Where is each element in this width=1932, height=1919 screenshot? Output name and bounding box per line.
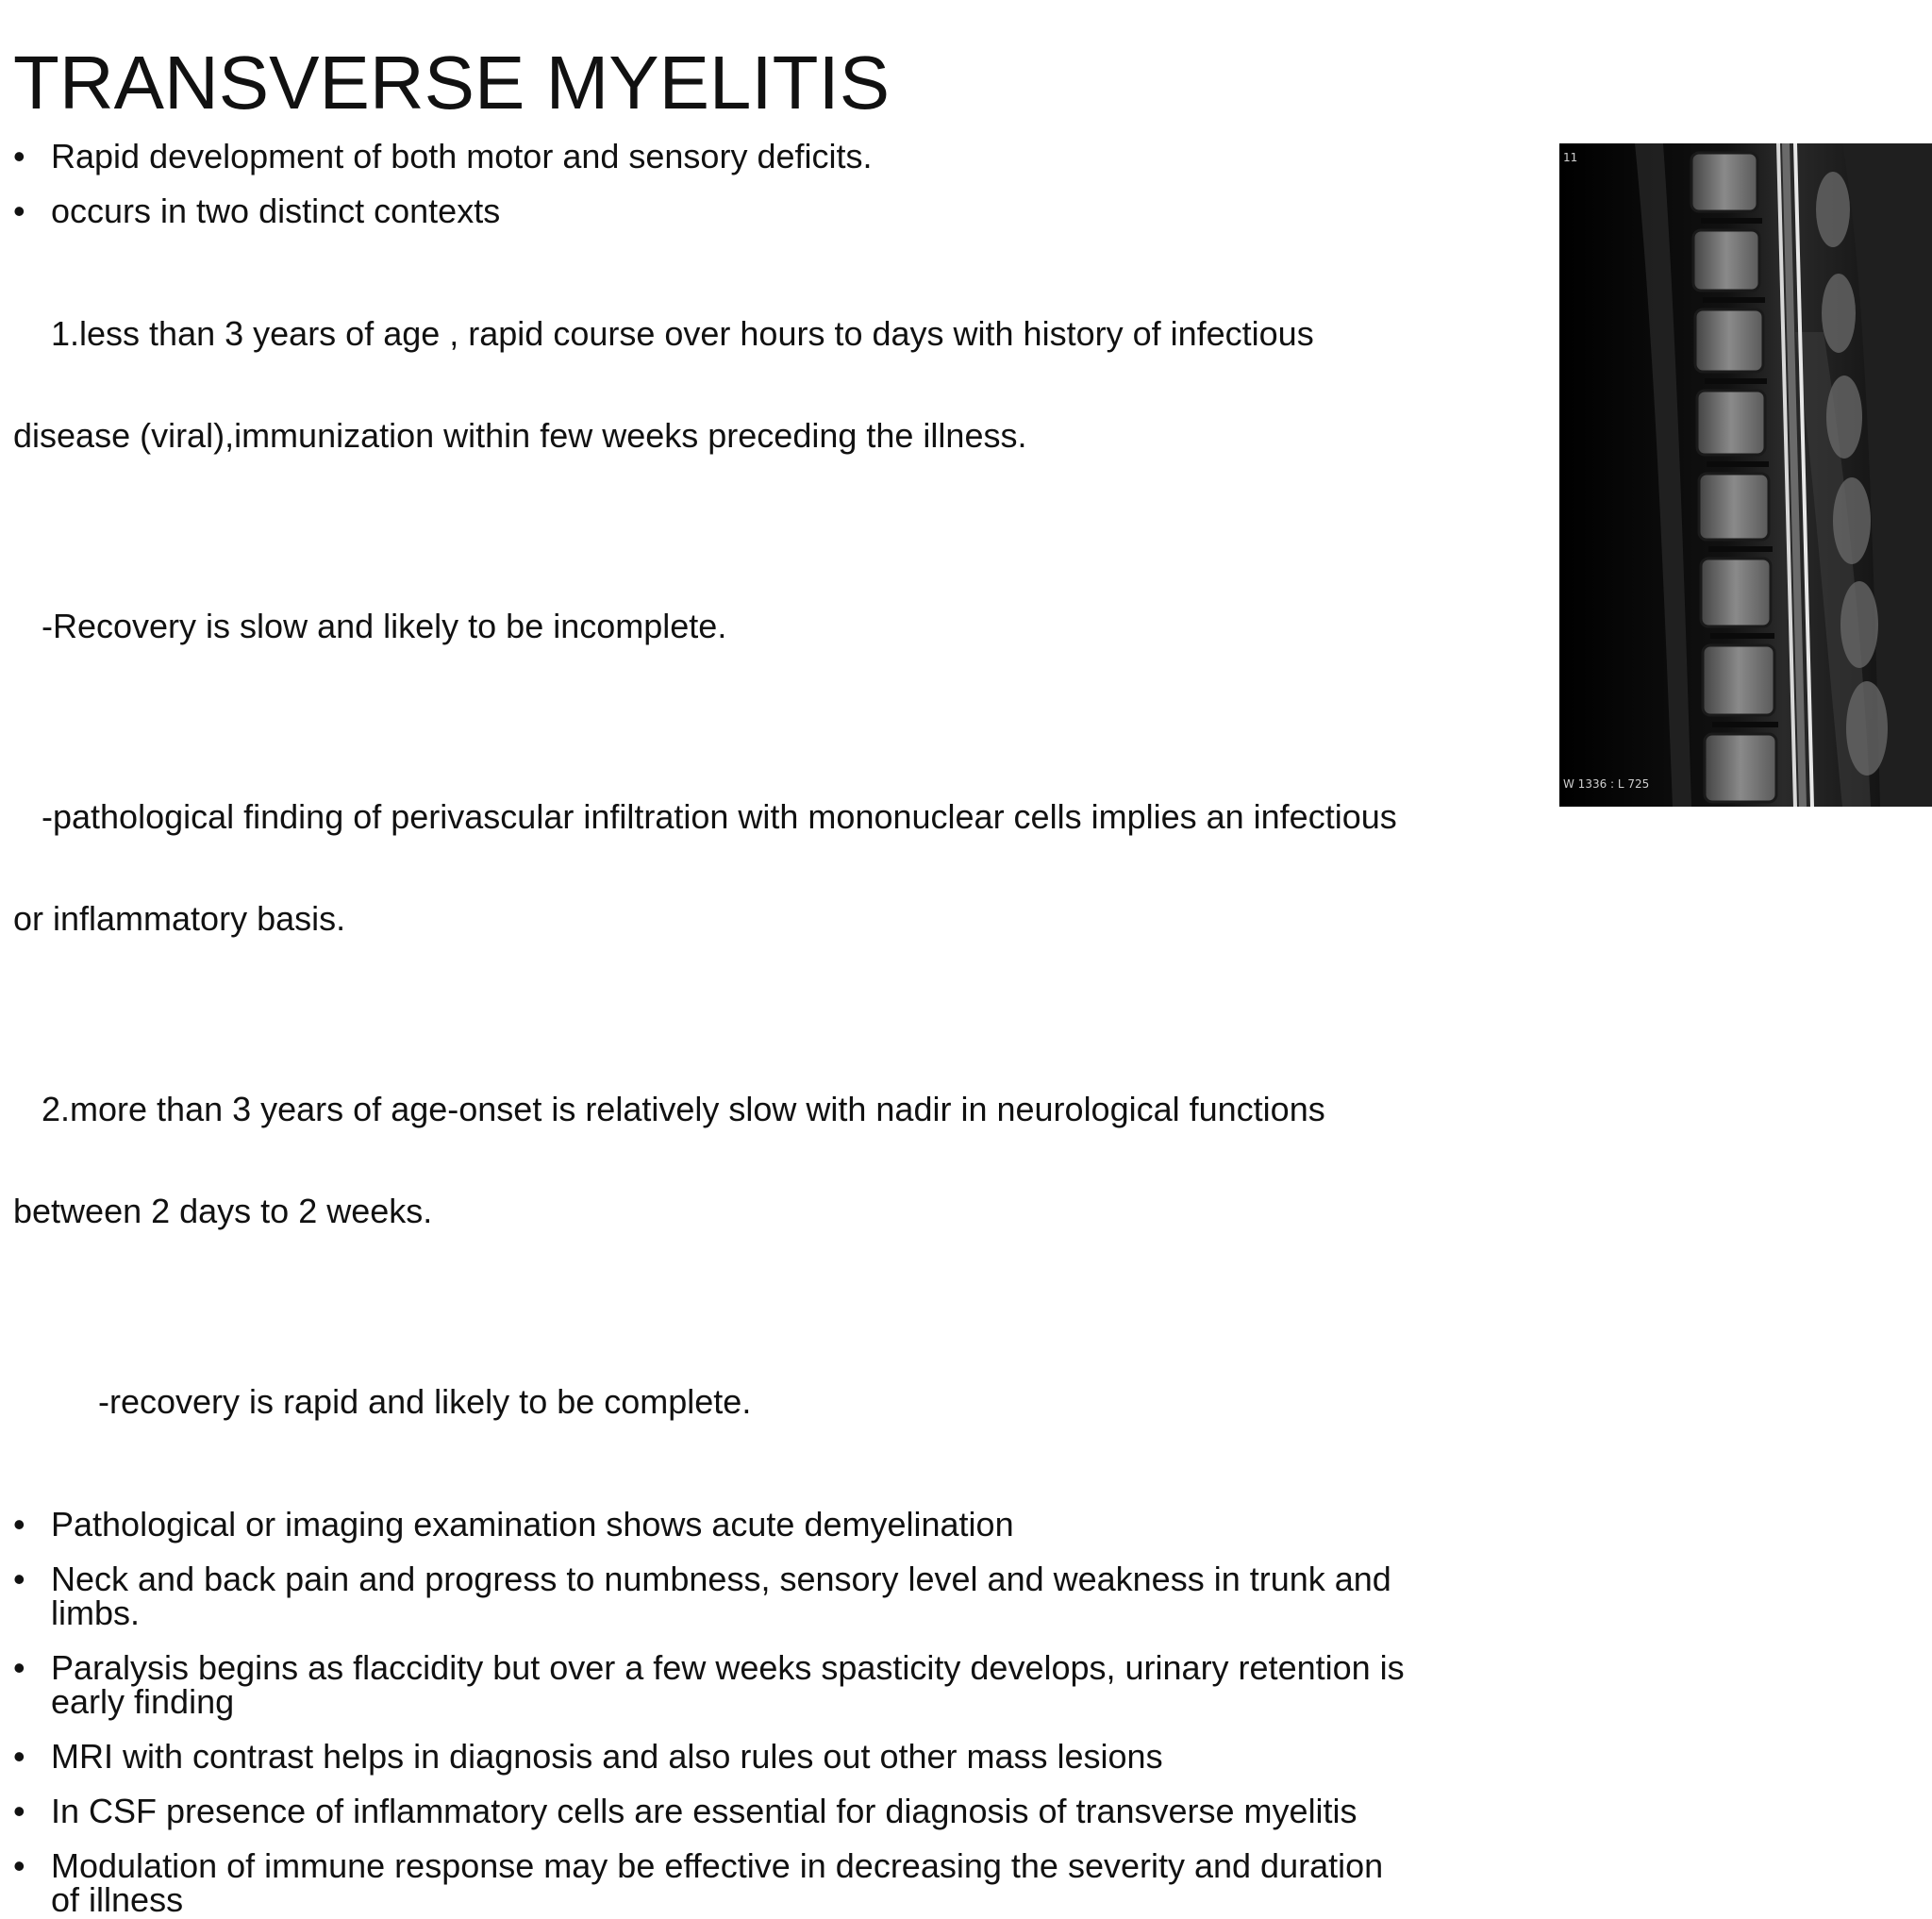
bullet-dot: •: [13, 1505, 25, 1544]
mri-spine-image: [1559, 143, 1932, 807]
paragraph-line: 1.less than 3 years of age , rapid course over hours to days with history of infectious: [13, 314, 1314, 353]
bullet-item: [13, 194, 1560, 228]
bullet-item: [13, 1794, 1560, 1828]
paragraph-line: -recovery is rapid and likely to be complete.: [13, 1382, 752, 1421]
bullet-line: Paralysis begins as flaccidity but over a few weeks spasticity develops, urinary retention is: [51, 1648, 1405, 1687]
sub-paragraph: [13, 732, 1560, 1004]
slide-title: TRANSVERSE MYELITIS: [13, 41, 891, 125]
paragraph-line: disease (viral),immunization within few weeks preceding the illness.: [13, 416, 1027, 455]
bullet-text: Rapid development of both motor and sensory deficits.: [51, 137, 873, 175]
mri-spine-illustration: [1559, 143, 1932, 807]
bullet-text: MRI with contrast helps in diagnosis and also rules out other mass lesions: [51, 1737, 1163, 1776]
paragraph-line: -Recovery is slow and likely to be incomplete.: [13, 607, 727, 645]
bullet-item: [13, 1846, 1560, 1919]
mri-corner-label: 11: [1563, 151, 1578, 164]
bullet-item: [13, 1648, 1560, 1721]
bullet-line: early finding: [51, 1682, 235, 1721]
paragraph-line: 2.more than 3 years of age-onset is relatively slow with nadir in neurological functions: [13, 1090, 1325, 1128]
bullet-text: Pathological or imaging examination shows acute demyelination: [51, 1505, 1014, 1544]
paragraph-line: between 2 days to 2 weeks.: [13, 1192, 433, 1230]
mri-window-label: W 1336 : L 725: [1563, 777, 1650, 791]
bullet-item: [13, 137, 1560, 175]
sub-paragraph: [13, 249, 1560, 521]
sub-paragraph: [13, 1317, 1560, 1487]
bullet-dot: •: [13, 1792, 25, 1830]
bullet-dot: •: [13, 1648, 25, 1687]
bullet-dot: •: [13, 1737, 25, 1776]
bullet-line: Modulation of immune response may be effective in decreasing the severity and duration: [51, 1846, 1384, 1885]
bullet-text: occurs in two distinct contexts: [51, 192, 501, 230]
bullet-dot: •: [13, 1560, 25, 1598]
sub-paragraph: [13, 542, 1560, 711]
bullet-dot: •: [13, 192, 25, 230]
bullet-dot: •: [13, 137, 25, 175]
sub-paragraph: [13, 1025, 1560, 1296]
bullet-item: [13, 1505, 1560, 1544]
bullet-line: Neck and back pain and progress to numbness, sensory level and weakness in trunk and: [51, 1560, 1391, 1598]
paragraph-line: -pathological finding of perivascular infiltration with mononuclear cells implies an infectious: [13, 797, 1397, 836]
bullet-line: of illness: [51, 1880, 184, 1919]
bullet-item: [13, 1562, 1560, 1630]
bullet-line: limbs.: [51, 1594, 141, 1632]
bullet-item: [13, 1737, 1560, 1776]
paragraph-line: or inflammatory basis.: [13, 899, 346, 938]
slide-body: [13, 137, 1560, 1919]
bullet-text: In CSF presence of inflammatory cells are essential for diagnosis of transverse myelitis: [51, 1792, 1357, 1830]
bullet-dot: •: [13, 1846, 25, 1885]
